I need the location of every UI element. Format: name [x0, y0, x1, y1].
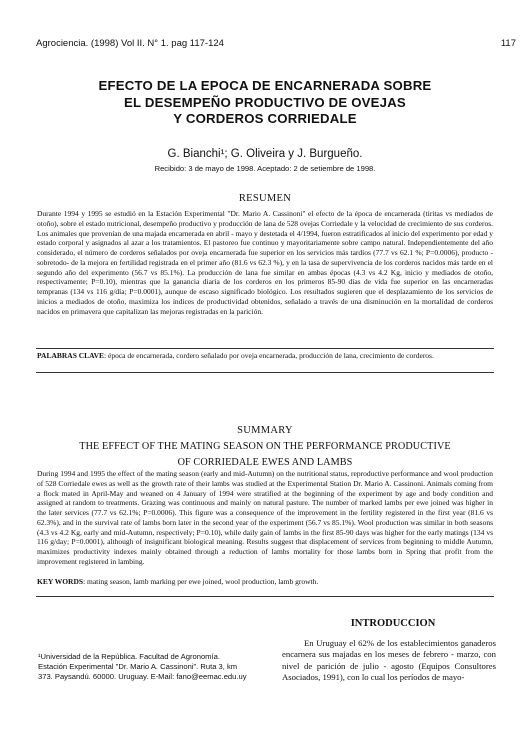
resumen-heading: RESUMEN — [238, 193, 292, 204]
title-line-1: EFECTO DE LA EPOCA DE ENCARNERADA SOBRE — [98, 78, 432, 93]
divider-rule — [36, 348, 494, 349]
author-affiliation — [38, 652, 278, 683]
key-words-label: KEY WORDS — [37, 577, 84, 586]
title-line-3: Y CORDEROS CORRIEDALE — [173, 111, 357, 126]
key-words — [37, 577, 493, 587]
received-dates: Recibido: 3 de mayo de 1998. Aceptado: 2 de setiembre de 1998. — [154, 164, 376, 173]
palabras-clave-text: : época de encarnerada, cordero señalado por oveja encarnerada, producción de lana, crecimiento de corderos. — [104, 351, 434, 360]
article-title — [40, 78, 490, 128]
resumen-body: Durante 1994 y 1995 se estudió en la Estación Experimental "Dr. Mario A. Cassinoni" el efecto de la época de encarnerada (tiritas vs mediados de otoño), sobre el estado nutricional, desempeño productivo y producción de lana de 528 ovejas Corriedale y la velocidad de crecimiento de sus corderos. Los animales que provenían de una majada encarnerada en abril - mayo y destetada el 4/1994, fueron estratificados al inicio del experimento por edad y estado corporal y asignados al azar a los tratamientos. El pastoreo fue continuo y mayoritariamente sobre campo natural. Independientemente del año considerado, el número de corderos señalados por oveja encarnerada fue superior en los servicios más tardíos (77.7 vs 62.1 %; P=0.0006), producto -sobretodo- de la mejora en fertilidad registrada en el primer año (81.6 vs 62.3 %), y en la tasa de supervivencia de los corderos nacidos más tarde en el segundo año del experimento (56.7 vs 85.1%). La producción de lana fue similar en ambas épocas (4.3 vs 4.2 Kg, inicio y mediados de otoño, respectivamente; P=0.10), mientras que la ganancia diaria de los corderos en los primeros 85-90 días de vida fue superior en las encarneradas tempranas (134 vs 116 g/día; P=0.0001), aunque de escaso significado biológico. Los resultados sugieren que el desplazamiento de los servicios de inicios a mediados de otoño, maximiza los índices de productividad obtenidos, señalado a través de una disminución en la mortalidad de corderos nacidos en primavera que capitalizan las mejoras registradas en la parición. — [37, 209, 493, 316]
divider-rule — [36, 372, 494, 373]
summary-body: During 1994 and 1995 the effect of the mating season (early and mid-Autumn) on the nutritional status, reproductive performance and wool production of 528 Corriedale ewes as well as the growth rate of their lambs was studied at the Experimental Station Dr. Mario A. Cassinoni. Animals coming from a flock mated in April-May and weaned on 4 January of 1994 were stratified at the beginning of the experiment by age and body condition and assigned at random to treatments. Grazing was continuous and mainly on natural pasture. The number of marked lambs per ewe joined was higher in the later services (77.7 vs 62.1%; P=0.0006). This figure was a consequence of the improvement in the fertility registered in the first year (81.6 vs 62.3%), and in the survival rate of lambs born later in the second year of the experiment (56.7 vs 85.1%). Wool production was similar in both seasons (4.3 vs 4.2 Kg, early and mid-Autumn, respectively; P=0.10), while daily gain of lambs in the first 85-90 days was higher for the early matings (134 vs 116 g/day; P=0.0001), although of insignificant biological meaning. Results suggest that displacement of services from beginning to middle Autumn, maximizes productivity indexes mainly obtained through a reduction of lambs mortality for those lambs born in Spring that profit from the improvement registered in lambing. — [37, 469, 493, 566]
running-head — [36, 38, 516, 49]
affiliation-line-2: Estación Experimental "Dr. Mario A. Cassinoni". Ruta 3, km — [38, 662, 238, 672]
palabras-clave-label: PALABRAS CLAVE — [37, 351, 105, 360]
palabras-clave — [37, 351, 493, 361]
affiliation-line-1: ¹Universidad de la República. Facultad de Agronomía. — [38, 652, 220, 661]
summary-title-line-1: THE EFFECT OF THE MATING SEASON ON THE PERFORMANCE PRODUCTIVE — [79, 441, 451, 452]
summary-title — [40, 439, 490, 471]
authors: G. Bianchi¹; G. Oliveira y J. Burgueño. — [167, 148, 363, 160]
title-line-2: EL DESEMPEÑO PRODUCTIVO DE OVEJAS — [124, 94, 406, 110]
key-words-text: : mating season, lamb marking per ewe joined, wool production, lamb growth. — [83, 577, 319, 586]
divider-rule — [36, 596, 494, 597]
summary-title-line-2: OF CORRIEDALE EWES AND LAMBS — [177, 457, 353, 468]
page-number: 117 — [500, 38, 516, 49]
affiliation-line-3: 373. Paysandú. 60000. Uruguay. E-Mail: fano@eemac.edu.uy — [38, 672, 247, 682]
introduccion-heading: INTRODUCCION — [350, 618, 436, 629]
introduccion-body: En Uruguay el 62% de los establecimientos ganaderos encarnera sus majadas en los meses de febrero - marzo, con nivel de parición de julio - agosto (Equipos Consultores Asociados, 1991), con lo cual los períodos de mayo- — [282, 638, 496, 683]
journal-citation: Agrociencia. (1998) Vol II. N° 1. pag 117-124 — [36, 38, 224, 49]
summary-heading: SUMMARY — [237, 425, 293, 436]
